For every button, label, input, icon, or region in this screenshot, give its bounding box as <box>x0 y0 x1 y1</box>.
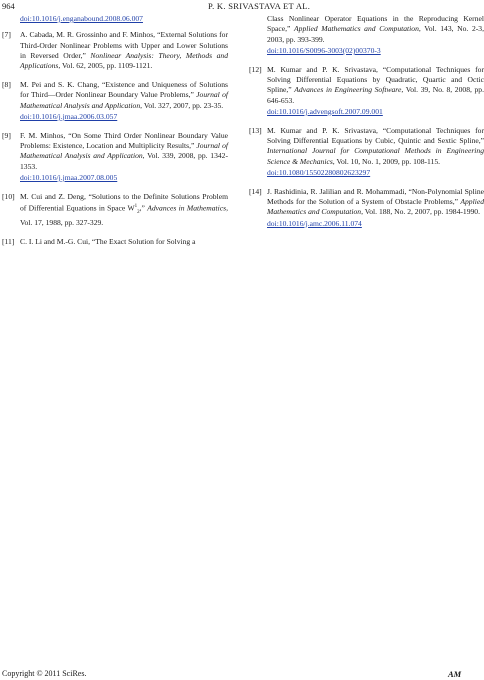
reference-journal: International Journal for Computational Methods in Engineering Science & Mechanics <box>267 146 484 166</box>
reference-number: [8] <box>2 79 11 89</box>
reference-journal: Journal of Mathematical Analysis and Application <box>20 140 228 161</box>
reference-number: [12] <box>249 64 262 74</box>
superscript: 1 <box>134 203 138 209</box>
reference-authors-title: C. I. Li and M.-G. Cui, “The Exact Solution for Solving a <box>20 237 196 247</box>
reference-journal: Applied Mathematics and Computation <box>267 196 484 217</box>
doi-link[interactable]: doi:10.1016/j.enganabound.2008.06.007 <box>20 14 143 23</box>
doi-link[interactable]: doi:10.1016/j.jmaa.2007.08.005 <box>20 172 118 182</box>
reference-details: , Vol. 188, No. 2, 2007, pp. 1984-1990. <box>361 207 480 217</box>
reference-authors-title: F. M. Minhos, “On Some Third Order Nonlinear Boundary Value Problems: Existence, Location and Multiplicity Results,” <box>20 130 228 150</box>
reference-journal: Advances in Mathematics <box>147 203 227 213</box>
reference-journal: Journal of Mathematical Analysis and Application <box>20 90 228 110</box>
reference-authors-title: M. Kumar and P. K. Srivastava, “Computational Techniques for Solving Differential Equations by Quadratic, Quartic and Octic Spline,” <box>267 64 484 95</box>
doi-link[interactable]: doi:10.1016/j.advengsoft.2007.09.001 <box>267 106 383 116</box>
page-number: 964 <box>2 1 15 11</box>
reference-text <box>267 14 484 45</box>
reference-text <box>20 131 228 172</box>
reference-text <box>20 80 228 111</box>
reference-14 <box>249 187 484 229</box>
copyright-notice: Copyright © 2011 SciRes. <box>2 669 87 678</box>
reference-8 <box>2 80 228 122</box>
reference-number: [9] <box>2 130 11 140</box>
reference-details: , Vol. 39, No. 8, 2008, pp. 646-653. <box>267 85 484 105</box>
subscript: 2 <box>137 210 140 215</box>
doi-link[interactable]: doi:10.1016/j.jmaa.2006.03.057 <box>20 111 118 121</box>
reference-details: , Vol. 327, 2007, pp. 23-35. <box>140 100 224 110</box>
reference-13 <box>249 126 484 178</box>
reference-journal: Applied Mathematics and Computation <box>294 24 419 34</box>
right-column <box>249 14 484 237</box>
reference-authors-title: M. Cui and Z. Deng, “Solutions to the Definite Solutions Problem of Differential Equations in Space W <box>20 191 228 213</box>
reference-text <box>20 237 228 247</box>
reference-9 <box>2 131 228 183</box>
reference-10 <box>2 192 228 229</box>
reference-details: , Vol. 339, 2008, pp. 1342-1353. <box>20 151 228 171</box>
reference-details: , Vol. 62, 2005, pp. 1109-1121. <box>58 61 153 71</box>
reference-number: [10] <box>2 191 15 201</box>
reference-journal: Nonlinear Analysis: Theory, Methods and Applications <box>20 50 228 71</box>
doi-link[interactable]: doi:10.1080/15502280802623297 <box>267 167 371 177</box>
reference-11 <box>2 237 228 247</box>
reference-number: [14] <box>249 186 262 196</box>
reference-text <box>20 192 228 229</box>
reference-text <box>20 30 228 71</box>
left-column <box>2 14 228 256</box>
reference-punctuation: ,” <box>139 203 148 213</box>
continued-doi <box>2 14 228 24</box>
page-header <box>0 1 474 13</box>
reference-authors-title: M. Pei and S. K. Chang, “Existence and Uniqueness of Solutions for Third—Order Nonlinear Boundary Value Problems,” <box>20 79 228 100</box>
reference-number: [13] <box>249 125 262 135</box>
doi-link[interactable]: doi:10.1016/S0096-3003(02)00370-3 <box>267 45 381 55</box>
reference-text <box>267 65 484 106</box>
reference-details: , Vol. 143, No. 2-3, 2003, pp. 393-399. <box>267 24 484 44</box>
reference-text <box>267 187 484 218</box>
doi-link[interactable]: doi:10.1016/j.amc.2006.11.074 <box>267 218 362 228</box>
reference-details: , Vol. 17, 1988, pp. 327-329. <box>20 203 229 228</box>
running-head: P. K. SRIVASTAVA ET AL. <box>208 1 311 11</box>
reference-authors-title: M. Kumar and P. K. Srivastava, “Computational Techniques for Solving Differential Equations by Cubic, Quintic and Sextic Spline,” <box>267 125 484 145</box>
reference-authors-title: Class Nonlinear Operator Equations in the Reproducing Kernel Space,” <box>267 14 484 34</box>
reference-7 <box>2 30 228 71</box>
reference-text <box>267 126 484 167</box>
journal-abbreviation: AM <box>448 669 462 679</box>
reference-journal: Advances in Engineering Software <box>294 85 402 95</box>
reference-number: [7] <box>2 30 11 40</box>
reference-number: [11] <box>2 237 15 247</box>
reference-authors-title: A. Cabada, M. R. Grossinho and F. Minhos, “External Solutions for Third-Order Nonlinear Problems with Upper and Lower Solutions in Reversed Order,” <box>20 30 228 60</box>
reference-details: , Vol. 10, No. 1, 2009, pp. 108-115. <box>332 156 441 166</box>
reference-12 <box>249 65 484 117</box>
reference-11-continued <box>249 14 484 56</box>
reference-authors-title: J. Rashidinia, R. Jalilian and R. Mohammadi, “Non-Polynomial Spline Methods for the Solution of a System of Obstacle Problems,” <box>267 186 484 206</box>
